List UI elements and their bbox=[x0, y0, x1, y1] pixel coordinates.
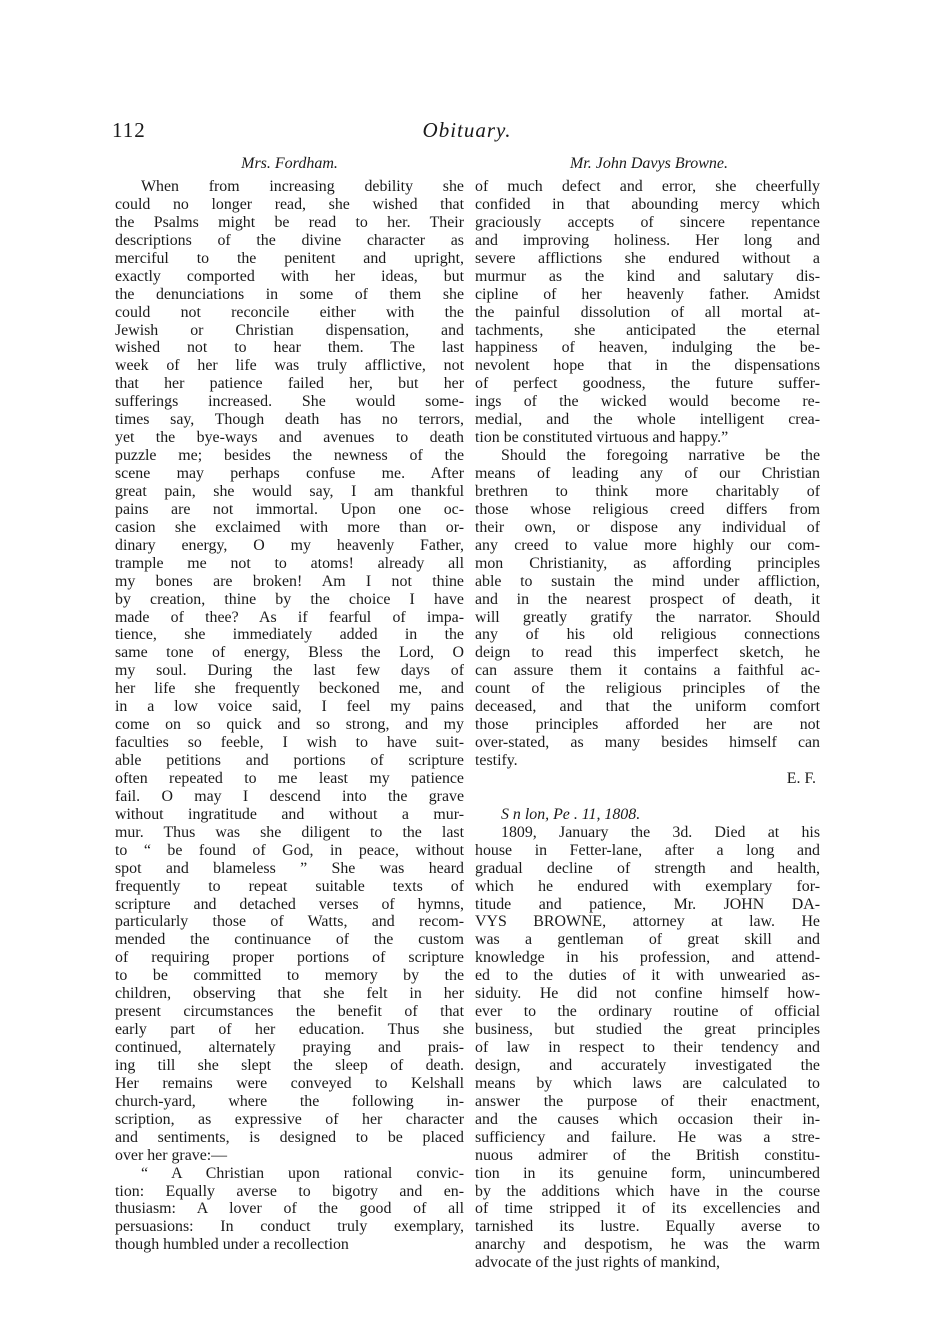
text-line: wished not to hear them. The last bbox=[115, 339, 464, 357]
text-line: scription, as expressive of her character bbox=[115, 1110, 464, 1128]
text-line: tarnished its lustre. Equally averse to bbox=[475, 1218, 820, 1236]
right-column-text bbox=[475, 178, 820, 1272]
text-line: ing till she slept the sleep of death. bbox=[115, 1056, 464, 1074]
text-line: E. F. bbox=[786, 769, 816, 787]
text-line: her life she frequently beckoned me, and bbox=[115, 680, 464, 698]
text-line: same tone of energy, Bless the Lord, O bbox=[115, 644, 464, 662]
text-line: able to sustain the mind under affliction, bbox=[475, 572, 820, 590]
text-line: any of his old religious connections bbox=[475, 626, 820, 644]
text-line: particularly those of Watts, and recom- bbox=[115, 913, 464, 931]
text-line: gradual decline of strength and health, bbox=[475, 859, 820, 877]
text-line: over-stated, as many besides himself can bbox=[475, 734, 820, 752]
text-line: was a gentleman of great skill and bbox=[475, 931, 820, 949]
text-line: without ingratitude and without a mur- bbox=[115, 805, 464, 823]
text-line: and in the nearest prospect of death, it bbox=[475, 590, 820, 608]
text-line: times say, Though death has no terrors, bbox=[115, 411, 464, 429]
text-line: count of the religious principles of the bbox=[475, 680, 820, 698]
text-line: nevolent hope that in the dispensations bbox=[475, 357, 820, 375]
text-line: of perfect goodness, the future suffer- bbox=[475, 375, 820, 393]
text-line: over her grave:— bbox=[115, 1146, 228, 1164]
text-line: and sentiments, is designed to be placed bbox=[115, 1128, 464, 1146]
page-number: 112 bbox=[112, 118, 146, 142]
running-title: Obituary. bbox=[422, 118, 512, 142]
text-line: tion: Equally averse to bigotry and en- bbox=[115, 1182, 464, 1200]
text-line: descriptions of the divine character as bbox=[115, 231, 464, 249]
text-line: casion she exclaimed with more than or- bbox=[115, 518, 464, 536]
text-line: early part of her education. Thus she bbox=[115, 1021, 464, 1039]
text-line: deceased, and that the uniform comfort bbox=[475, 698, 820, 716]
text-line: deign to read this imperfect sketch, he bbox=[475, 644, 820, 662]
text-line: able petitions and portions of scripture bbox=[115, 752, 464, 769]
text-line: happiness of heaven, indulging the be- bbox=[475, 339, 820, 357]
text-line: could not reconcile either with the bbox=[115, 303, 464, 321]
text-line: faculties so feeble, I wish to have suit- bbox=[115, 734, 464, 752]
text-line: often repeated to me least my patience bbox=[115, 769, 464, 787]
text-line: S n lon, Pe . 11, 1808. bbox=[501, 805, 641, 823]
text-line: children, observing that she felt in her bbox=[115, 985, 464, 1003]
text-line: can assure them it contains a faithful ac- bbox=[475, 662, 820, 680]
text-line: Her remains were conveyed to Kelshall bbox=[115, 1074, 464, 1092]
text-line: of requiring proper portions of scripture bbox=[115, 949, 464, 967]
text-line: present circumstances the benefit of that bbox=[115, 1003, 464, 1021]
text-line: Jewish or Christian dispensation, and bbox=[115, 321, 464, 339]
text-line: come on so quick and so strong, and my bbox=[115, 716, 464, 734]
text-line: VYS BROWNE, attorney at law. He bbox=[475, 913, 820, 931]
text-line: which he endured with exemplary for- bbox=[475, 877, 820, 895]
text-line: those whose religious creed differs from bbox=[475, 500, 820, 518]
text-line: dinary energy, O my heavenly Father, bbox=[115, 536, 464, 554]
text-line: house in Fetter-lane, after a long and bbox=[475, 841, 820, 859]
text-line: pains are not immortal. Upon one oc- bbox=[115, 500, 464, 518]
text-line: the Psalms might be read to her. Their bbox=[115, 213, 464, 231]
text-line: mon Christianity, as affording principles bbox=[475, 554, 820, 572]
text-line: of time stripped it of its excellencies and bbox=[475, 1200, 820, 1218]
text-line: mended the continuance of the custom bbox=[115, 931, 464, 949]
text-line: the painful dissolution of all mortal at- bbox=[475, 303, 820, 321]
text-line: tience, she immediately added in the bbox=[115, 626, 464, 644]
text-line: spot and blameless ” She was heard bbox=[115, 859, 464, 877]
text-line: tion be constituted virtuous and happy.” bbox=[475, 429, 729, 447]
text-line: could no longer read, she wished that bbox=[115, 195, 464, 213]
text-line: will greatly gratify the narrator. Should bbox=[475, 608, 820, 626]
text-line: frequently to repeat suitable texts of bbox=[115, 877, 464, 895]
text-line: my bones are broken! Am I not thine bbox=[115, 572, 464, 590]
text-line: of law in respect to their tendency and bbox=[475, 1039, 820, 1056]
text-line: to be committed to memory by the bbox=[115, 967, 464, 985]
text-line: cipline of her heavenly father. Amidst bbox=[475, 285, 820, 303]
text-line bbox=[475, 788, 820, 806]
text-line: tachments, she anticipated the eternal bbox=[475, 321, 820, 339]
text-line: persuasions: In conduct truly exemplary, bbox=[115, 1218, 464, 1236]
text-line: knowledge in his profession, and attend- bbox=[475, 949, 820, 967]
text-line: means by which laws are calculated to bbox=[475, 1074, 820, 1092]
text-line: sufficiency and failure. He was a stre- bbox=[475, 1128, 820, 1146]
text-line: anarchy and despotism, he was the warm bbox=[475, 1236, 820, 1254]
text-line: the denunciations in some of them she bbox=[115, 285, 464, 303]
text-line: means of leading any of our Christian bbox=[475, 465, 820, 482]
text-line: that her patience failed her, but her bbox=[115, 375, 464, 393]
text-line: puzzle me; besides the newness of the bbox=[115, 447, 464, 465]
text-line: thusiasm: A lover of the good of all bbox=[115, 1200, 464, 1218]
text-line: of much defect and error, she cheerfully bbox=[475, 178, 820, 195]
text-line: any creed to value more highly our com- bbox=[475, 536, 820, 554]
text-line: my soul. During the last few days of bbox=[115, 662, 464, 680]
left-column-heading: Mrs. Fordham. bbox=[241, 155, 338, 172]
text-line: their own, or dispose any individual of bbox=[475, 518, 820, 536]
text-line: “ A Christian upon rational convic- bbox=[141, 1164, 464, 1182]
text-line: mur. Thus was she diligent to the last bbox=[115, 823, 464, 841]
text-line: advocate of the just rights of mankind, bbox=[475, 1254, 720, 1272]
text-line: titude and patience, Mr. JOHN DA- bbox=[475, 895, 820, 913]
text-line: siduity. He did not confine himself how- bbox=[475, 985, 820, 1003]
text-line: sufferings increased. She would some- bbox=[115, 393, 464, 411]
text-line: tion in its genuine form, unincumbered bbox=[475, 1164, 820, 1182]
text-line: and improving holiness. Her long and bbox=[475, 231, 820, 249]
text-line: church-yard, where the following in- bbox=[115, 1092, 464, 1110]
text-line: trample me not to atoms! already all bbox=[115, 554, 464, 572]
text-line: ed to the duties of it with unwearied as- bbox=[475, 967, 820, 985]
text-line: ever to the ordinary routine of official bbox=[475, 1003, 820, 1021]
text-line: answer the purpose of their enactment, bbox=[475, 1092, 820, 1110]
text-line: to “ be found of God, in peace, without bbox=[115, 841, 464, 859]
text-line: merciful to the penitent and upright, bbox=[115, 249, 464, 267]
text-line: murmur as the kind and salutary dis- bbox=[475, 267, 820, 285]
text-line: medial, and the whole intelligent crea- bbox=[475, 411, 820, 429]
text-line: though humbled under a recollection bbox=[115, 1236, 349, 1254]
text-line: and the causes which occasion their in- bbox=[475, 1110, 820, 1128]
text-line: confided in that abounding mercy which bbox=[475, 195, 820, 213]
text-line: scene may perhaps confuse me. After bbox=[115, 465, 464, 482]
text-line: by the additions which have in the course bbox=[475, 1182, 820, 1200]
right-column-heading: Mr. John Davys Browne. bbox=[569, 155, 729, 172]
text-line: severe afflictions she endured without a bbox=[475, 249, 820, 267]
text-line: week of her life was truly afflictive, not bbox=[115, 357, 464, 375]
text-line: made of thee? As if fearful of impa- bbox=[115, 608, 464, 626]
text-line: great pain, she would say, I am thankful bbox=[115, 482, 464, 500]
left-column-text bbox=[115, 178, 464, 1254]
text-line: testify. bbox=[475, 752, 518, 769]
text-line: fail. O may I descend into the grave bbox=[115, 787, 464, 805]
page-header bbox=[112, 118, 822, 148]
text-line: When from increasing debility she bbox=[141, 178, 464, 195]
text-line: ings of the wicked would become re- bbox=[475, 393, 820, 411]
text-line: those principles afforded her are not bbox=[475, 716, 820, 734]
text-line: design, and accurately investigated the bbox=[475, 1056, 820, 1074]
text-line: nuous admirer of the British constitu- bbox=[475, 1146, 820, 1164]
text-line: exactly comported with her ideas, but bbox=[115, 267, 464, 285]
text-line: continued, alternately praying and prais- bbox=[115, 1039, 464, 1056]
text-line: yet the bye-ways and avenues to death bbox=[115, 429, 464, 447]
text-line: graciously accepts of sincere repentance bbox=[475, 213, 820, 231]
text-line: business, but studied the great principles bbox=[475, 1021, 820, 1039]
text-line: Should the foregoing narrative be the bbox=[501, 447, 820, 465]
text-line: 1809, January the 3d. Died at his bbox=[501, 823, 820, 841]
text-line: scripture and detached verses of hymns, bbox=[115, 895, 464, 913]
text-line: brethren to think more charitably of bbox=[475, 482, 820, 500]
text-line: by creation, thine by the choice I have bbox=[115, 590, 464, 608]
text-line: in a low voice said, I feel my pains bbox=[115, 698, 464, 716]
